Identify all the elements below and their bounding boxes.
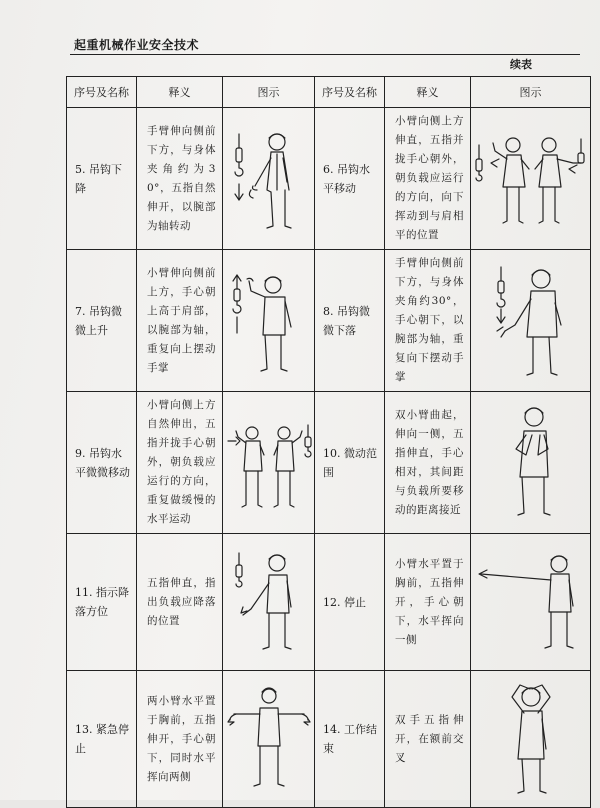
table-row [67,392,591,534]
table-header-row [67,77,591,108]
signal-description: 双小臂曲起，伸向一侧，五指伸直，手心相对，其间距与负载所要移动的距离接近 [385,392,471,534]
fine-move-range-signal-icon [486,405,576,521]
continued-label: 续表 [510,58,532,71]
hook-slightly-raise-signal-icon [227,265,311,377]
column-header: 释义 [137,77,223,108]
header-rule [70,54,580,55]
column-header: 图示 [223,77,315,108]
table-row [67,671,591,808]
signal-description: 双手五指伸开，在额前交叉 [385,671,471,808]
crane-signal-table [66,76,591,808]
signal-name: 11. 指示降落方位 [67,534,137,671]
signal-name: 8. 吊钩微微下落 [315,250,385,392]
signal-description: 两小臂水平置于胸前，五指伸开，手心朝下，同时水平挥向两侧 [137,671,223,808]
signal-name: 5. 吊钩下降 [67,108,137,250]
signal-description: 小臂向侧上方自然伸出，五指并拢手心朝外，朝负载应运行的方向，重复做缓慢的水平运动 [137,392,223,534]
hook-horizontal-move-signal-icon [473,129,589,229]
hook-slightly-lower-signal-icon [481,261,581,381]
hook-slight-horizontal-move-signal-icon [224,411,314,515]
signal-description: 手臂伸向侧前下方，与身体夹角约为30°，五指自然伸开，以腕部为轴转动 [137,108,223,250]
signal-name: 12. 停止 [315,534,385,671]
table-row [67,250,591,392]
column-header: 释义 [385,77,471,108]
signal-description: 手臂伸向侧前下方，与身体夹角约30°，手心朝下，以腕部为轴，重复向下摆动手掌 [385,250,471,392]
table-row [67,534,591,671]
stop-signal-icon [473,550,589,654]
landing-position-signal-icon [227,547,311,657]
column-header: 序号及名称 [67,77,137,108]
work-end-signal-icon [486,679,576,799]
emergency-stop-signal-icon [224,684,314,794]
signal-name: 9. 吊钩水平微微移动 [67,392,137,534]
hook-lower-signal-icon [227,124,311,234]
signal-description: 小臂伸向侧前上方，手心朝上高于肩部，以腕部为轴，重复向上摆动手掌 [137,250,223,392]
column-header: 图示 [471,77,591,108]
signal-description: 五指伸直，指出负载应降落的位置 [137,534,223,671]
running-head: 起重机械作业安全技术 [74,38,200,52]
signal-name: 14. 工作结束 [315,671,385,808]
signal-name: 7. 吊钩微微上升 [67,250,137,392]
signal-description: 小臂水平置于胸前，五指伸开，手心朝下，水平挥向一侧 [385,534,471,671]
column-header: 序号及名称 [315,77,385,108]
signal-name: 13. 紧急停止 [67,671,137,808]
signal-name: 6. 吊钩水平移动 [315,108,385,250]
signal-description: 小臂向侧上方伸直，五指并拢手心朝外，朝负载应运行的方向，向下挥动到与肩相平的位置 [385,108,471,250]
signal-name: 10. 微动范围 [315,392,385,534]
table-row [67,108,591,250]
